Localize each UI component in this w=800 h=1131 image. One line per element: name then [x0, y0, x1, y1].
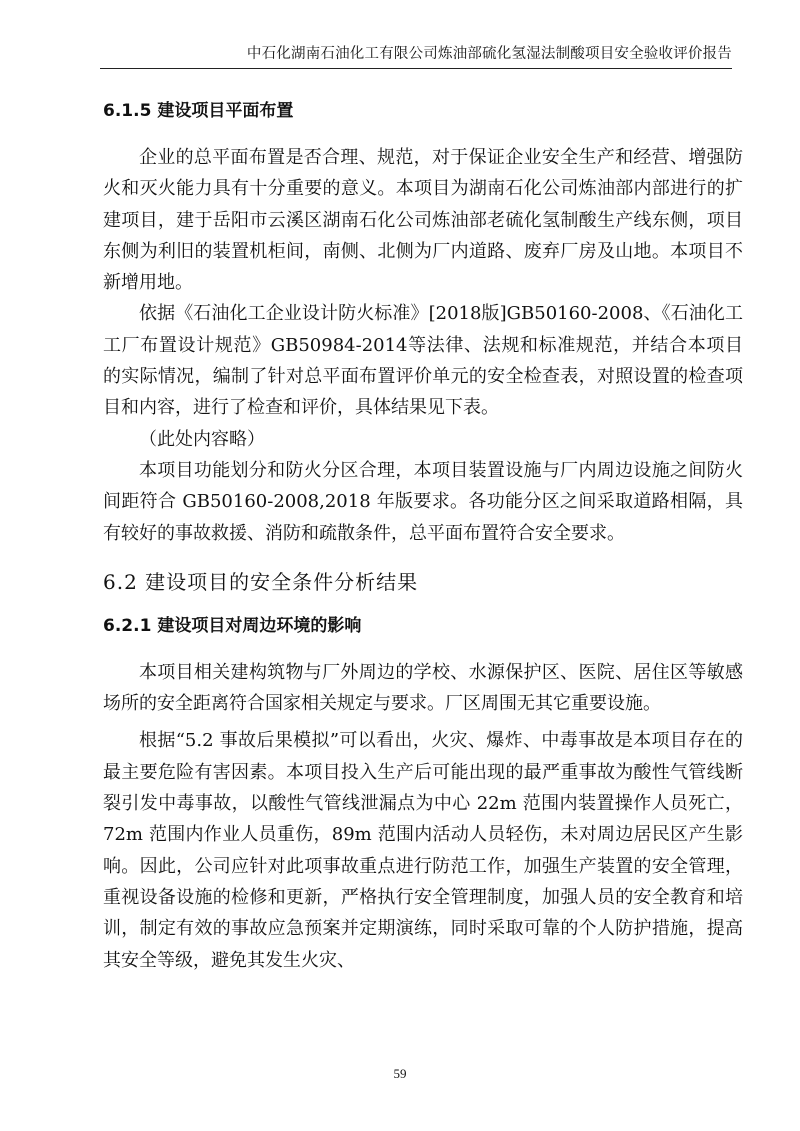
- page-number: 59: [393, 1066, 407, 1081]
- paragraph: 本项目相关建构筑物与厂外周边的学校、水源保护区、医院、居住区等敏感场所的安全距离符合国家相关规定与要求。厂区周围无其它重要设施。: [103, 661, 743, 715]
- page-header: [100, 40, 732, 69]
- paragraph: 依据《石油化工企业设计防火标准》[2018版]GB50160-2008、《石油化工工厂布置设计规范》GB50984-2014等法律、法规和标准规范，并结合本项目的实际情况，编制了针对总平面布置评价单元的安全检查表，对照设置的检查项目和内容，进行了检查和评价，具体结果见下表。: [103, 303, 743, 419]
- paragraph: 企业的总平面布置是否合理、规范，对于保证企业安全生产和经营、增强防火和灭火能力具有十分重要的意义。本项目为湖南石化公司炼油部内部进行的扩建项目，建于岳阳市云溪区湖南石化公司炼油部老硫化氢制酸生产线东侧，项目东侧为利旧的装置机柜间，南侧、北侧为厂内道路、废弃厂房及山地。本项目不新增用地。: [103, 147, 743, 294]
- paragraph: 本项目功能划分和防火分区合理，本项目装置设施与厂内周边设施之间防火间距符合 GB50160-2008,2018 年版要求。各功能分区之间采取道路相隔，具有较好的事故救援、消防和疏散条件，总平面布置符合安全要求。: [103, 459, 743, 544]
- paragraph-omitted-note: （此处内容略）: [139, 428, 265, 450]
- section-heading-6-1-5: 6.1.5 建设项目平面布置: [103, 101, 294, 121]
- section-heading-6-2: 6.2 建设项目的安全条件分析结果: [103, 569, 419, 594]
- header-title: 中石化湖南石油化工有限公司炼油部硫化氢湿法制酸项目安全验收评价报告: [246, 46, 732, 62]
- paragraph: 根据“5.2 事故后果模拟”可以看出，火灾、爆炸、中毒事故是本项目存在的最主要危险有害因素。本项目投入生产后可能出现的最严重事故为酸性气管线断裂引发中毒事故，以酸性气管线泄漏点为中心 22m 范围内装置操作人员死亡，72m 范围内作业人员重伤，89m 范围内活动人员轻伤，未对周边居民区产生影响。因此，公司应针对此项事故重点进行防范工作，加强生产装置的安全管理，重视设备设施的检修和更新，严格执行安全管理制度，加强人员的安全教育和培训，制定有效的事故应急预案并定期演练，同时采取可靠的个人防护措施，提高其安全等级，避免其发生火灾、: [103, 730, 743, 971]
- section-heading-6-2-1: 6.2.1 建设项目对周边环境的影响: [103, 615, 362, 636]
- document-body: [103, 98, 743, 976]
